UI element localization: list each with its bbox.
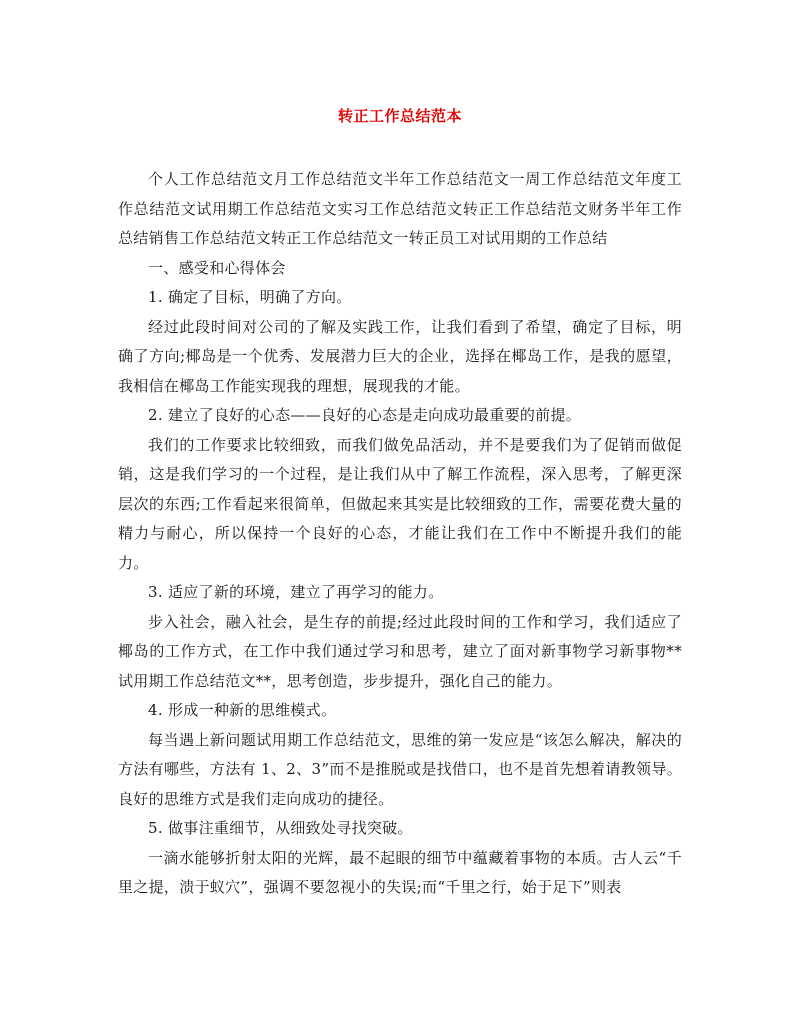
- subheading-1: 1. 确定了目标，明确了方向。: [148, 288, 352, 306]
- paragraph-3: 步入社会，融入社会，是生存的前提;经过此段时间的工作和学习，我们适应了椰岛的工作方式，在工作中我们通过学习和思考，建立了面对新事物学习新事物**试用期工作总结范文**，思考创造，步步提升，强化自己的能力。: [118, 612, 682, 690]
- subheading-5: 5. 做事注重细节，从细致处寻找突破。: [148, 819, 413, 837]
- paragraph-intro: 个人工作总结范文月工作总结范文半年工作总结范文一周工作总结范文年度工作总结范文试用期工作总结范文实习工作总结范文转正工作总结范文财务半年工作总结销售工作总结范文转正工作总结范文一转正员工对试用期的工作总结: [118, 170, 682, 247]
- paragraph-4: 每当遇上新问题试用期工作总结范文，思维的第一发应是“该怎么解决，解决的方法有哪些，方法有 1、2、3”而不是推脱或是找借口，也不是首先想着请教领导。良好的思维方式是我们走向成功的捷径。: [118, 730, 682, 808]
- document-body: [118, 165, 682, 903]
- paragraph-1: 经过此段时间对公司的了解及实践工作，让我们看到了希望，确定了目标，明确了方向;椰岛是一个优秀、发展潜力巨大的企业，选择在椰岛工作，是我的愿望，我相信在椰岛工作能实现我的理想，展现我的才能。: [118, 317, 682, 395]
- paragraph-2: 我们的工作要求比较细致，而我们做免品活动，并不是要我们为了促销而做促销，这是我们学习的一个过程，是让我们从中了解工作流程，深入思考，了解更深层次的东西;工作看起来很简单，但做起来其实是比较细致的工作，需要花费大量的精力与耐心，所以保持一个良好的心态，才能让我们在工作中不断提升我们的能力。: [118, 435, 682, 572]
- subheading-4: 4. 形成一种新的思维模式。: [148, 701, 337, 719]
- subheading-3: 3. 适应了新的环境，建立了再学习的能力。: [148, 583, 444, 601]
- paragraph-5: 一滴水能够折射太阳的光辉，最不起眼的细节中蕴藏着事物的本质。古人云“千里之提，溃于蚁穴”，强调不要忽视小的失误;而“千里之行，始于足下”则表: [118, 848, 682, 896]
- document-title: 转正工作总结范本: [337, 107, 462, 125]
- subheading-2: 2. 建立了良好的心态——良好的心态是走向成功最重要的前提。: [148, 406, 582, 424]
- section-heading-1: 一、感受和心得体会: [148, 258, 286, 277]
